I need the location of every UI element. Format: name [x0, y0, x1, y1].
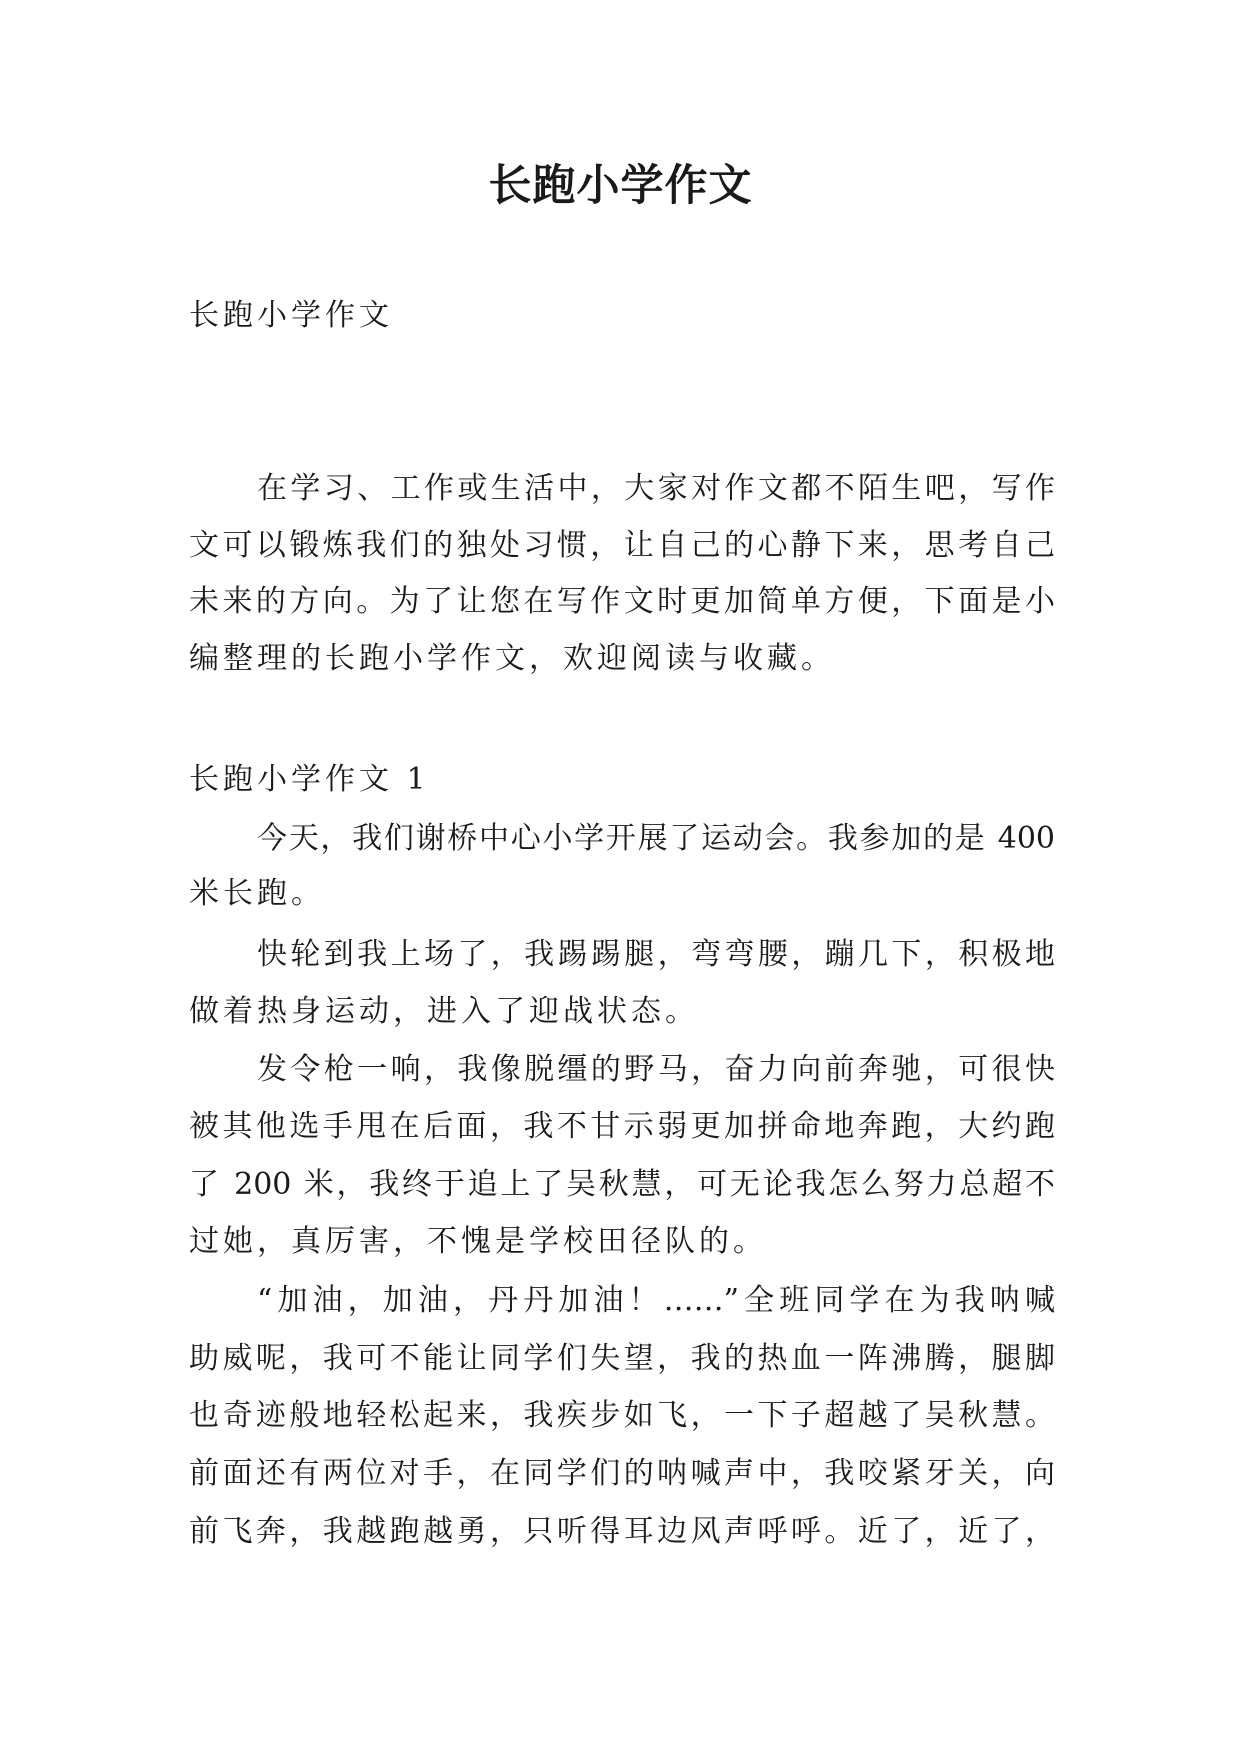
body-line-12: 前面还有两位对手，在同学们的呐喊声中，我咬紧牙关，向: [189, 1456, 1055, 1491]
intro-line-3: 未来的方向。为了让您在写作文时更加简单方便，下面是小: [189, 584, 1055, 619]
body-line-9: “加油，加油，丹丹加油！……”全班同学在为我呐喊: [257, 1283, 1055, 1318]
body-line-13: 前飞奔，我越跑越勇，只听得耳边风声呼呼。近了，近了，: [189, 1514, 1055, 1549]
body-line-6: 被其他选手甩在后面，我不甘示弱更加拼命地奔跑，大约跑: [189, 1109, 1055, 1144]
document-title: 长跑小学作文: [488, 161, 753, 211]
body-line-5: 发令枪一响，我像脱缰的野马，奋力向前奔驰，可很快: [257, 1052, 1055, 1087]
body-line-4: 做着热身运动，进入了迎战状态。: [189, 994, 699, 1029]
body-line-1: 今天，我们谢桥中心小学开展了运动会。我参加的是 400: [257, 821, 1055, 856]
section-heading: 长跑小学作文 1: [189, 762, 430, 797]
body-line-3: 快轮到我上场了，我踢踢腿，弯弯腰，蹦几下，积极地: [257, 937, 1055, 972]
body-line-2: 米长跑。: [189, 876, 325, 911]
intro-line-4: 编整理的长跑小学作文，欢迎阅读与收藏。: [189, 641, 835, 676]
document-subtitle: 长跑小学作文: [189, 298, 393, 333]
intro-line-1: 在学习、工作或生活中，大家对作文都不陌生吧，写作: [257, 471, 1055, 506]
intro-line-2: 文可以锻炼我们的独处习惯，让自己的心静下来，思考自己: [189, 528, 1055, 563]
body-line-7: 了 200 米，我终于追上了吴秋慧，可无论我怎么努力总超不: [189, 1167, 1055, 1202]
body-line-10: 助威呢，我可不能让同学们失望，我的热血一阵沸腾，腿脚: [189, 1341, 1055, 1376]
body-line-8: 过她，真厉害，不愧是学校田径队的。: [189, 1224, 767, 1259]
body-line-11: 也奇迹般地轻松起来，我疾步如飞，一下子超越了吴秋慧。: [189, 1398, 1055, 1433]
